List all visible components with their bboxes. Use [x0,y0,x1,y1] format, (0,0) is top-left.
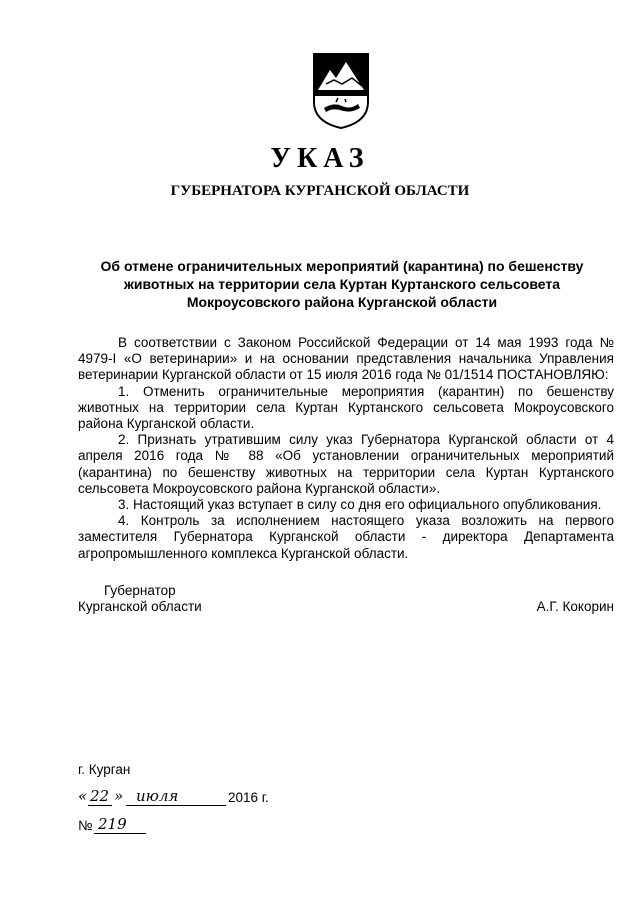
issue-year: 2016 г. [228,790,269,805]
signatory-name: А.Г. Кокорин [536,599,614,614]
clause-4-paragraph: 4. Контроль за исполнением настоящего указа возложить на первого заместителя Губернатора Курганской области - директора Департамента агропромышленного комплекса Курганской области. [78,513,614,561]
decree-heading-line: животных на территории села Куртан Куртанского сельсовета [123,276,561,292]
issue-date [78,787,338,810]
number-underline [94,833,146,834]
day-underline [88,805,112,806]
signatory-position-line: Губернатор [104,583,176,598]
preamble-paragraph: В соответствии с Законом Российской Федерации от 14 мая 1993 года № 4979-I «О ветеринарии» и на основании представления начальника Управления ветеринарии Курганской области от 15 июля 2016 года № 01/1514 ПОСТАНОВЛЯЮ: [78,335,614,383]
signatory-position-line: Курганской области [78,599,202,615]
coat-of-arms-emblem [312,52,370,130]
clause-2-paragraph: 2. Признать утратившим силу указ Губернатора Курганской области от 4 апреля 2016 года № 88 «Об установлении ограничительных мероприятий (карантина) по бешенству животных на территории села Куртан Куртанского сельсовета Мокроусовского района Курганской области». [78,432,614,496]
decree-heading-line: Мокроусовского района Курганской области [186,294,498,310]
handwritten-number: 219 [98,815,127,833]
month-underline [126,805,226,806]
clause-1-paragraph: 1. Отменить ограничительные мероприятия (карантин) по бешенству животных на территории села Куртан Куртанского сельсовета Мокроусовского района Курганской области. [78,383,614,432]
decree-heading [78,257,606,311]
handwritten-month: июля [136,787,179,805]
number-prefix: № [78,818,93,833]
clause-3-paragraph: 3. Настоящий указ вступает в силу со дня его официального опубликования. [118,497,602,513]
decree-number [78,815,198,838]
document-title: УКАЗ [270,143,370,174]
decree-heading-line: Об отмене ограничительных мероприятий (карантина) по бешенству [100,258,584,274]
document-subtitle: ГУБЕРНАТОРА КУРГАНСКОЙ ОБЛАСТИ [170,183,470,199]
date-quote-close: » [114,787,124,805]
signatory-position [78,583,202,615]
issue-city: г. Курган [78,762,131,777]
decree-body [78,335,614,562]
date-quote-open: « [78,787,88,805]
handwritten-day: 22 [90,787,110,805]
